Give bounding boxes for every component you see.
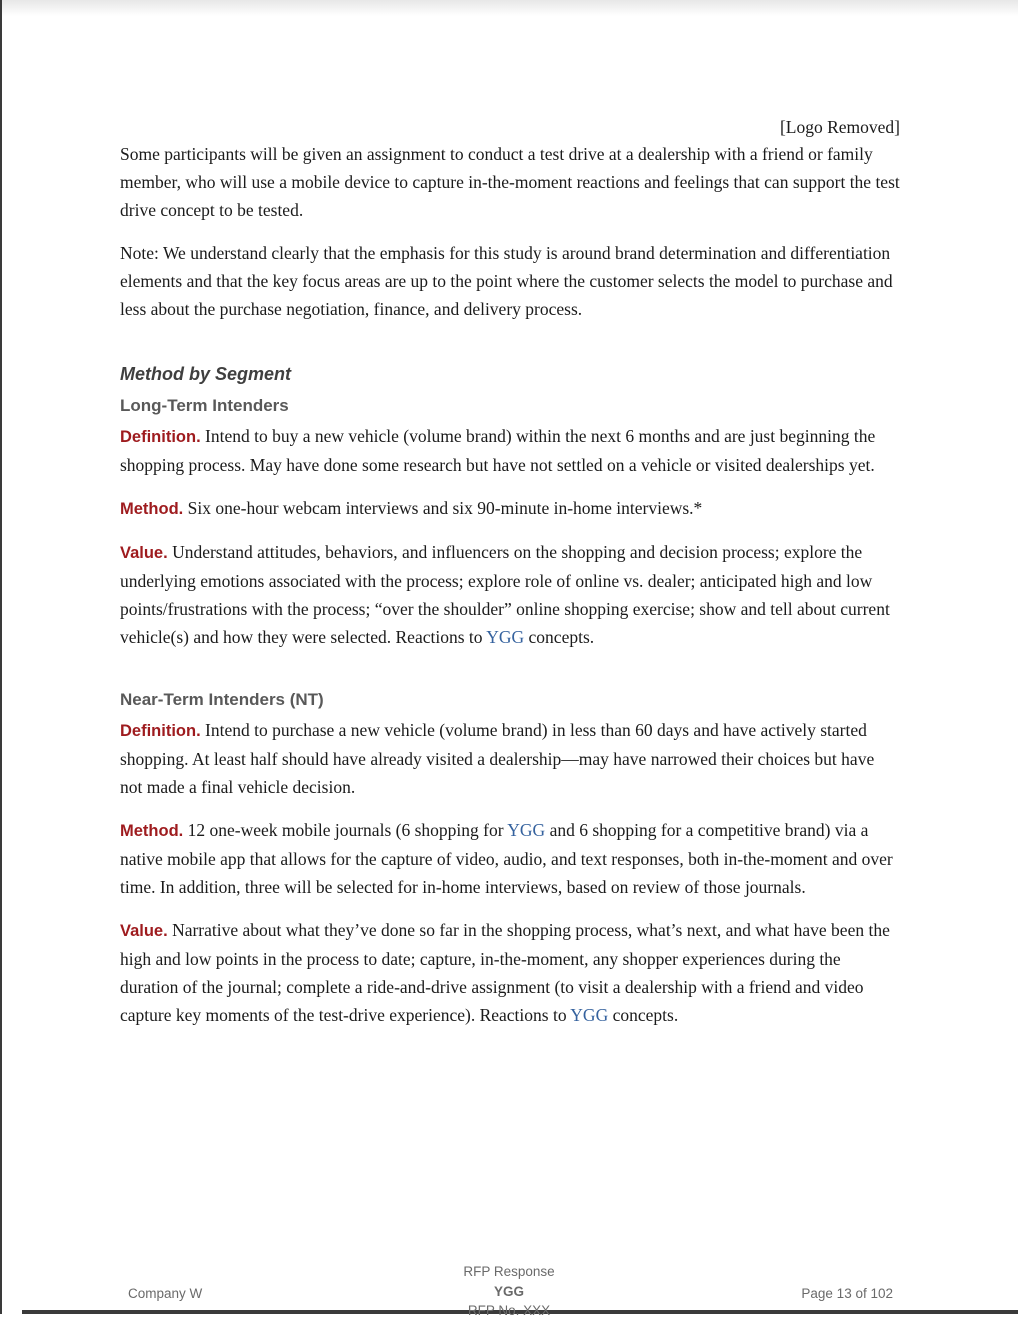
footer-company: Company W <box>128 1286 203 1301</box>
text-segment-label: Value. <box>120 544 168 562</box>
paragraph-study-note: Note: We understand clearly that the emphasis for this study is around brand determination and differentiation elements and that the key focus areas are up to the point where the customer selects the model to purchase and less about the purchase negotiation, finance, and delivery process. <box>120 243 893 319</box>
logo-removed-note: [Logo Removed] <box>779 117 900 137</box>
page-left-border <box>0 0 2 1314</box>
text-segment-ygg: YGG <box>486 627 525 647</box>
section-heading-method-by-segment: Method by Segment <box>120 364 292 384</box>
text-segment: concepts. <box>608 1005 679 1025</box>
footer-page-number: Page 13 of 102 <box>801 1286 893 1301</box>
text-segment-label: Method. <box>120 822 184 840</box>
text-segment: Narrative about what they’ve done so far in the shopping process, what’s next, and what have been the high and low points in the process to date; capture, in-the-moment, any shopper experiences during the duration of the journal; complete a ride-and-drive assignment (to visit a dealership with a friend and video capture key moments of the test-drive experience). Reactions to <box>120 920 890 1025</box>
text-segment-ygg: YGG <box>570 1005 609 1025</box>
subheading-near-term-intenders: Near-Term Intenders (NT) <box>120 690 324 709</box>
paragraph-near-term-value <box>120 916 900 1029</box>
viewport-top-shadow <box>2 0 1018 16</box>
document-body <box>120 116 900 1044</box>
text-segment-label: Definition. <box>120 428 201 446</box>
text-segment: Intend to buy a new vehicle (volume brand) within the next 6 months and are just beginning the shopping process. May have done some research but have not settled on a vehicle or visited dealerships yet. <box>120 426 876 475</box>
text-segment-label: Definition. <box>120 722 201 740</box>
text-segment: Intend to purchase a new vehicle (volume brand) in less than 60 days and have actively started shopping. At least half should have already visited a dealership—may have narrowed their choices but have not made a final vehicle decision. <box>120 720 875 797</box>
paragraph-long-term-method <box>120 494 900 523</box>
footer-ygg: YGG <box>493 1283 524 1299</box>
text-segment-ygg: YGG <box>507 820 546 840</box>
text-segment: concepts. <box>524 627 595 647</box>
text-segment: and 6 shopping for a competitive brand) via a native mobile app that allows for the capture of video, audio, and text responses, both in-the-moment and over time. In addition, three will be selected for in-home interviews, based on review of those journals. <box>120 820 893 897</box>
subheading-long-term-intenders: Long-Term Intenders <box>120 396 289 415</box>
text-segment-label: Value. <box>120 922 168 940</box>
footer-rfp-response: RFP Response <box>463 1264 555 1279</box>
text-segment: Understand attitudes, behaviors, and influencers on the shopping and decision process; explore the underlying emotions associated with the process; explore role of online vs. dealer; anticipated high and low points/frustrations with the process; “over the shoulder” online shopping exercise; show and tell about current vehicle(s) and how they were selected. Reactions to <box>120 542 890 647</box>
paragraph-near-term-method <box>120 816 900 901</box>
paragraph-long-term-value <box>120 538 900 651</box>
paragraph-test-drive-assignment: Some participants will be given an assignment to conduct a test drive at a dealership with a friend or family member, who will use a mobile device to capture in-the-moment reactions and feelings that can support the test drive concept to be tested. <box>120 144 900 220</box>
paragraph-long-term-definition <box>120 422 900 479</box>
paragraph-near-term-definition <box>120 716 900 801</box>
footer-rfp-number: RFP No. XXX <box>467 1303 551 1318</box>
text-segment-label: Method. <box>120 500 184 518</box>
text-segment: 12 one-week mobile journals (6 shopping for <box>183 820 508 840</box>
text-segment: Six one-hour webcam interviews and six 90-minute in-home interviews.* <box>183 498 703 518</box>
